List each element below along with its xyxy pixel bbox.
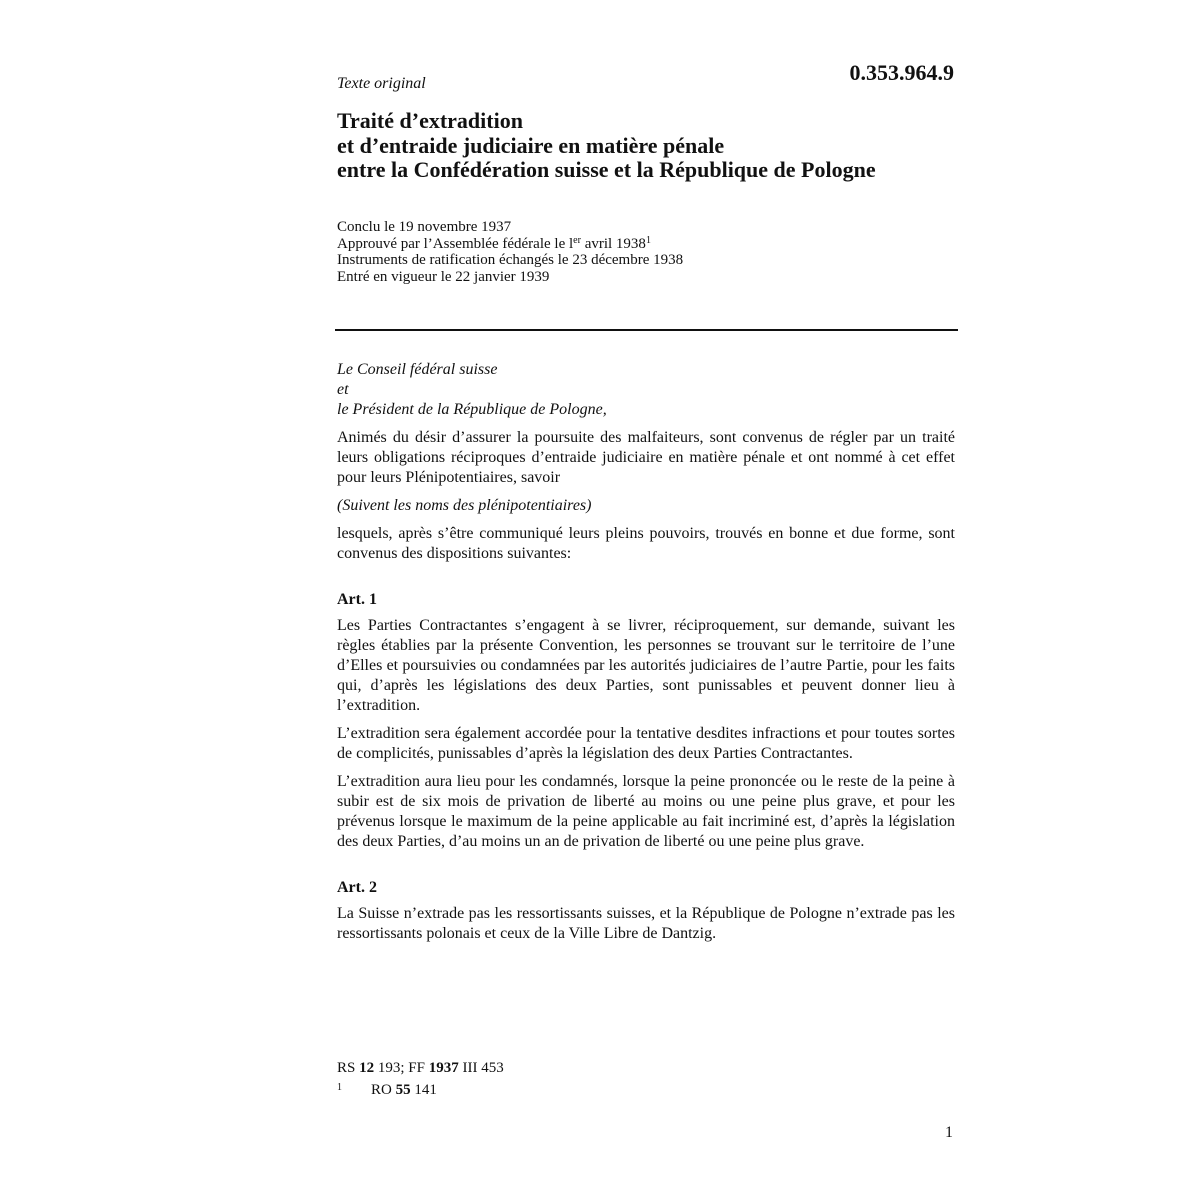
title-line: Traité d’extradition bbox=[337, 108, 523, 133]
horizontal-rule bbox=[335, 329, 958, 331]
article-1-paragraph: L’extradition aura lieu pour les condamnés, lorsque la peine prononcée ou le reste de la peine à subir est de six mois de privation de liberté au moins ou une peine plus grave, et pour les prévenus lorsque le maximum de la peine applicable au fait incriminé est, d’après la législation des deux Parties, d’au moins un an de privation de liberté ou une peine plus grave. bbox=[337, 773, 955, 850]
party-swiss: Le Conseil fédéral suisse bbox=[337, 361, 498, 378]
footnote-1: 1 RO 55 141 bbox=[337, 1078, 504, 1100]
footnote-number: 1 bbox=[337, 1082, 342, 1093]
article-2-heading: Art. 2 bbox=[337, 879, 377, 896]
footnote-ref[interactable]: 1 bbox=[645, 234, 651, 246]
title-line: et d’entraide judiciaire en matière pénale bbox=[337, 132, 725, 158]
party-conjunction: et bbox=[337, 381, 349, 398]
source-reference: RS 12 193; FF 1937 III 453 bbox=[337, 1060, 504, 1076]
article-1-paragraph: Les Parties Contractantes s’engagent à se livrer, réciproquement, sur demande, suivant les règles établies par la présente Convention, les personnes se trouvant sur le territoire de l’une d’Elles et poursuivies ou condamnées par les autorités judiciaires de l’autre Partie, pour les faits qui, d’après les législations des deux Parties, sont punissables et peuvent donner lieu à l’extradition. bbox=[337, 617, 955, 714]
preamble-closing: lesquels, après s’être communiqué leurs pleins pouvoirs, trouvés en bonne et due forme, sont convenus des dispositions suivantes: bbox=[337, 525, 955, 562]
approved-date: Approuvé par l’Assemblée fédérale le $l^{er}$ avril 1938$^1$ bbox=[337, 234, 651, 252]
document-number: 0.353.964.9 bbox=[849, 60, 954, 85]
footnotes bbox=[337, 1059, 504, 1100]
ratification-date: Instruments de ratification échangés le 23 décembre 1938 bbox=[337, 252, 684, 268]
title-line: entre la Confédération suisse et la République de Pologne bbox=[337, 157, 876, 182]
document-body bbox=[337, 360, 955, 952]
entry-into-force-date: Entré en vigueur le 22 janvier 1939 bbox=[337, 268, 550, 285]
plenipotentiaries-note: (Suivent les noms des plénipotentiaires) bbox=[337, 497, 592, 514]
concluded-date: Conclu le 19 novembre 1937 bbox=[337, 219, 512, 235]
document-title bbox=[337, 109, 876, 183]
party-poland: le Président de la République de Pologne, bbox=[337, 401, 607, 418]
treaty-dates bbox=[337, 219, 683, 285]
article-1-paragraph: L’extradition sera également accordée pour la tentative desdites infractions et pour toutes sortes de complicités, punissables d’après la législation des deux Parties Contractantes. bbox=[337, 725, 955, 762]
article-1-heading: Art. 1 bbox=[337, 591, 377, 608]
original-text-label: Texte original bbox=[337, 75, 426, 92]
article-2-paragraph: La Suisse n’extrade pas les ressortissants suisses, et la République de Pologne n’extrade pas les ressortissants polonais et ceux de la Ville Libre de Dantzig. bbox=[337, 905, 955, 942]
preamble-intro: Animés du désir d’assurer la poursuite des malfaiteurs, sont convenus de régler par un traité leurs obligations réciproques d’entraide judiciaire en matière pénale et ont nommé à cet effet pour leurs Plénipotentiaires, savoir bbox=[337, 429, 955, 486]
preamble-parties bbox=[337, 360, 955, 420]
page-number: 1 bbox=[945, 1124, 953, 1141]
